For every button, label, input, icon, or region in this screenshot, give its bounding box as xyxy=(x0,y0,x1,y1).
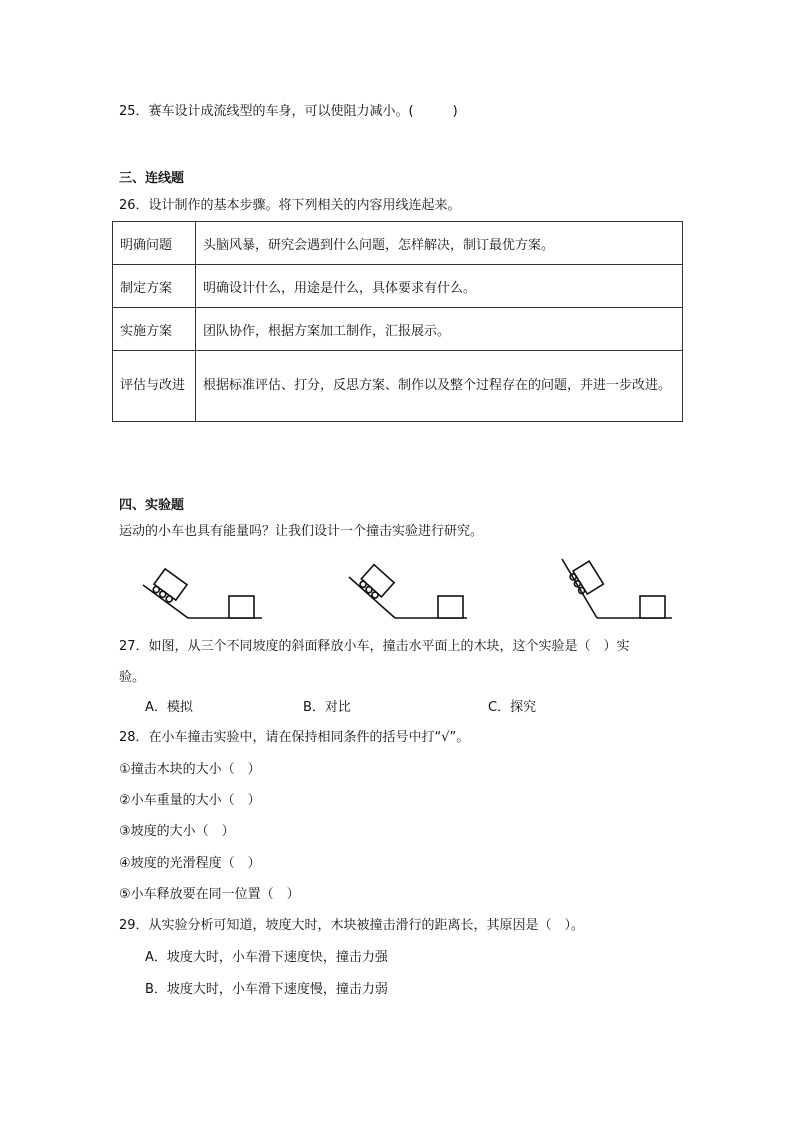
q28-item: ①撞击木块的大小（ ） xyxy=(119,762,261,777)
section-heading-matching: 三、连线题 xyxy=(119,171,185,186)
ramp-diagram-gentle xyxy=(140,555,265,625)
description-cell: 头脑风暴，研究会遇到什么问题，怎样解决，制订最优方案。 xyxy=(196,222,683,265)
q28-item: ④坡度的光滑程度（ ） xyxy=(119,856,261,871)
q27-option-b: B．对比 xyxy=(303,700,351,715)
description-cell: 根据标准评估、打分，反思方案、制作以及整个过程存在的问题，并进一步改进。 xyxy=(196,351,683,422)
step-cell: 实施方案 xyxy=(113,308,196,351)
step-cell: 明确问题 xyxy=(113,222,196,265)
toy-car xyxy=(357,565,394,602)
experiment-intro: 运动的小车也具有能量吗？让我们设计一个撞击实验进行研究。 xyxy=(119,524,484,539)
step-cell: 制定方案 xyxy=(113,265,196,308)
steps-table xyxy=(112,221,683,422)
q27-option-c: C．探究 xyxy=(488,700,537,715)
question-27-continued: 验。 xyxy=(119,670,146,685)
question-28: 28．在小车撞击实验中，请在保持相同条件的括号中打“√”。 xyxy=(119,730,470,745)
wooden-block xyxy=(229,596,254,618)
q28-item: ③坡度的大小（ ） xyxy=(119,824,235,839)
wooden-block xyxy=(640,596,665,618)
table-row xyxy=(113,308,683,351)
table-row xyxy=(113,351,683,422)
question-29: 29．从实验分析可知道，坡度大时，木块被撞击滑行的距离长，其原因是（ ）。 xyxy=(119,918,585,933)
table-row xyxy=(113,265,683,308)
description-cell: 团队协作，根据方案加工制作，汇报展示。 xyxy=(196,308,683,351)
section-heading-experiment: 四、实验题 xyxy=(119,498,185,513)
wooden-block xyxy=(438,596,463,618)
q27-option-a: A．模拟 xyxy=(145,700,193,715)
q28-item: ②小车重量的大小（ ） xyxy=(119,793,261,808)
q28-item: ⑤小车释放要在同一位置（ ） xyxy=(119,887,300,902)
ramp-diagram-steep xyxy=(555,555,680,625)
description-cell: 明确设计什么，用途是什么，具体要求有什么。 xyxy=(196,265,683,308)
table-row xyxy=(113,222,683,265)
q29-option-a: A．坡度大时，小车滑下速度快，撞击力强 xyxy=(145,950,388,965)
toy-car xyxy=(150,569,187,605)
question-26: 26．设计制作的基本步骤。将下列相关的内容用线连起来。 xyxy=(119,198,461,213)
step-cell: 评估与改进 xyxy=(113,351,196,422)
question-25: 25．赛车设计成流线型的车身，可以使阻力减小。( ) xyxy=(119,104,458,119)
ramp-diagram-medium xyxy=(345,555,470,625)
question-27: 27．如图，从三个不同坡度的斜面释放小车，撞击水平面上的木块，这个实验是（ ）实 xyxy=(119,639,630,654)
q29-option-b: B．坡度大时，小车滑下速度慢，撞击力弱 xyxy=(145,982,388,997)
